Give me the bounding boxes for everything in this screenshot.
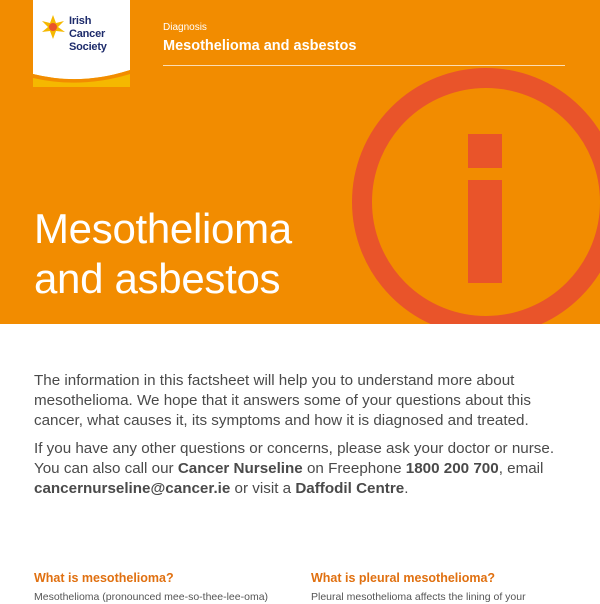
irish-cancer-society-logo[interactable] bbox=[33, 0, 130, 87]
section-heading-pleural: What is pleural mesothelioma? bbox=[311, 571, 496, 585]
intro-text bbox=[34, 371, 574, 507]
email-link[interactable]: cancernurseline@cancer.ie bbox=[34, 480, 231, 497]
category-title: Mesothelioma and asbestos bbox=[163, 38, 357, 54]
intro-paragraph-2: If you have any other questions or concerns, please ask your doctor or nurse. You can also call our Cancer Nurseline on Freephone 1800 200 700, email cancernurseline@cancer.ie or visit a Daffodil Centre. bbox=[34, 440, 555, 497]
daffodil-icon bbox=[39, 13, 67, 41]
section-text-pleural: Pleural mesothelioma affects the lining of your bbox=[311, 591, 526, 603]
logo-swoosh bbox=[33, 66, 130, 87]
intro-paragraph-1: The information in this factsheet will help you to understand more about mesothelioma. We hope that it answers some of your questions about this cancer, what causes it, its symptoms and how it is diagnosed and treated. bbox=[34, 372, 531, 429]
section-text-mesothelioma: Mesothelioma (pronounced mee-so-thee-lee-oma) bbox=[34, 591, 269, 603]
nurseline-link[interactable]: Cancer Nurseline bbox=[177, 460, 303, 477]
header-divider bbox=[163, 65, 565, 66]
daffodil-centre-link[interactable]: Daffodil Centre bbox=[295, 480, 405, 497]
phone-number[interactable]: 1800 200 700 bbox=[405, 460, 499, 477]
category-label: Diagnosis bbox=[163, 22, 207, 33]
page-title: Mesothelioma and asbestos bbox=[34, 205, 292, 302]
logo-text: Irish Cancer Society bbox=[69, 15, 107, 53]
section-heading-mesothelioma: What is mesothelioma? bbox=[34, 571, 174, 585]
